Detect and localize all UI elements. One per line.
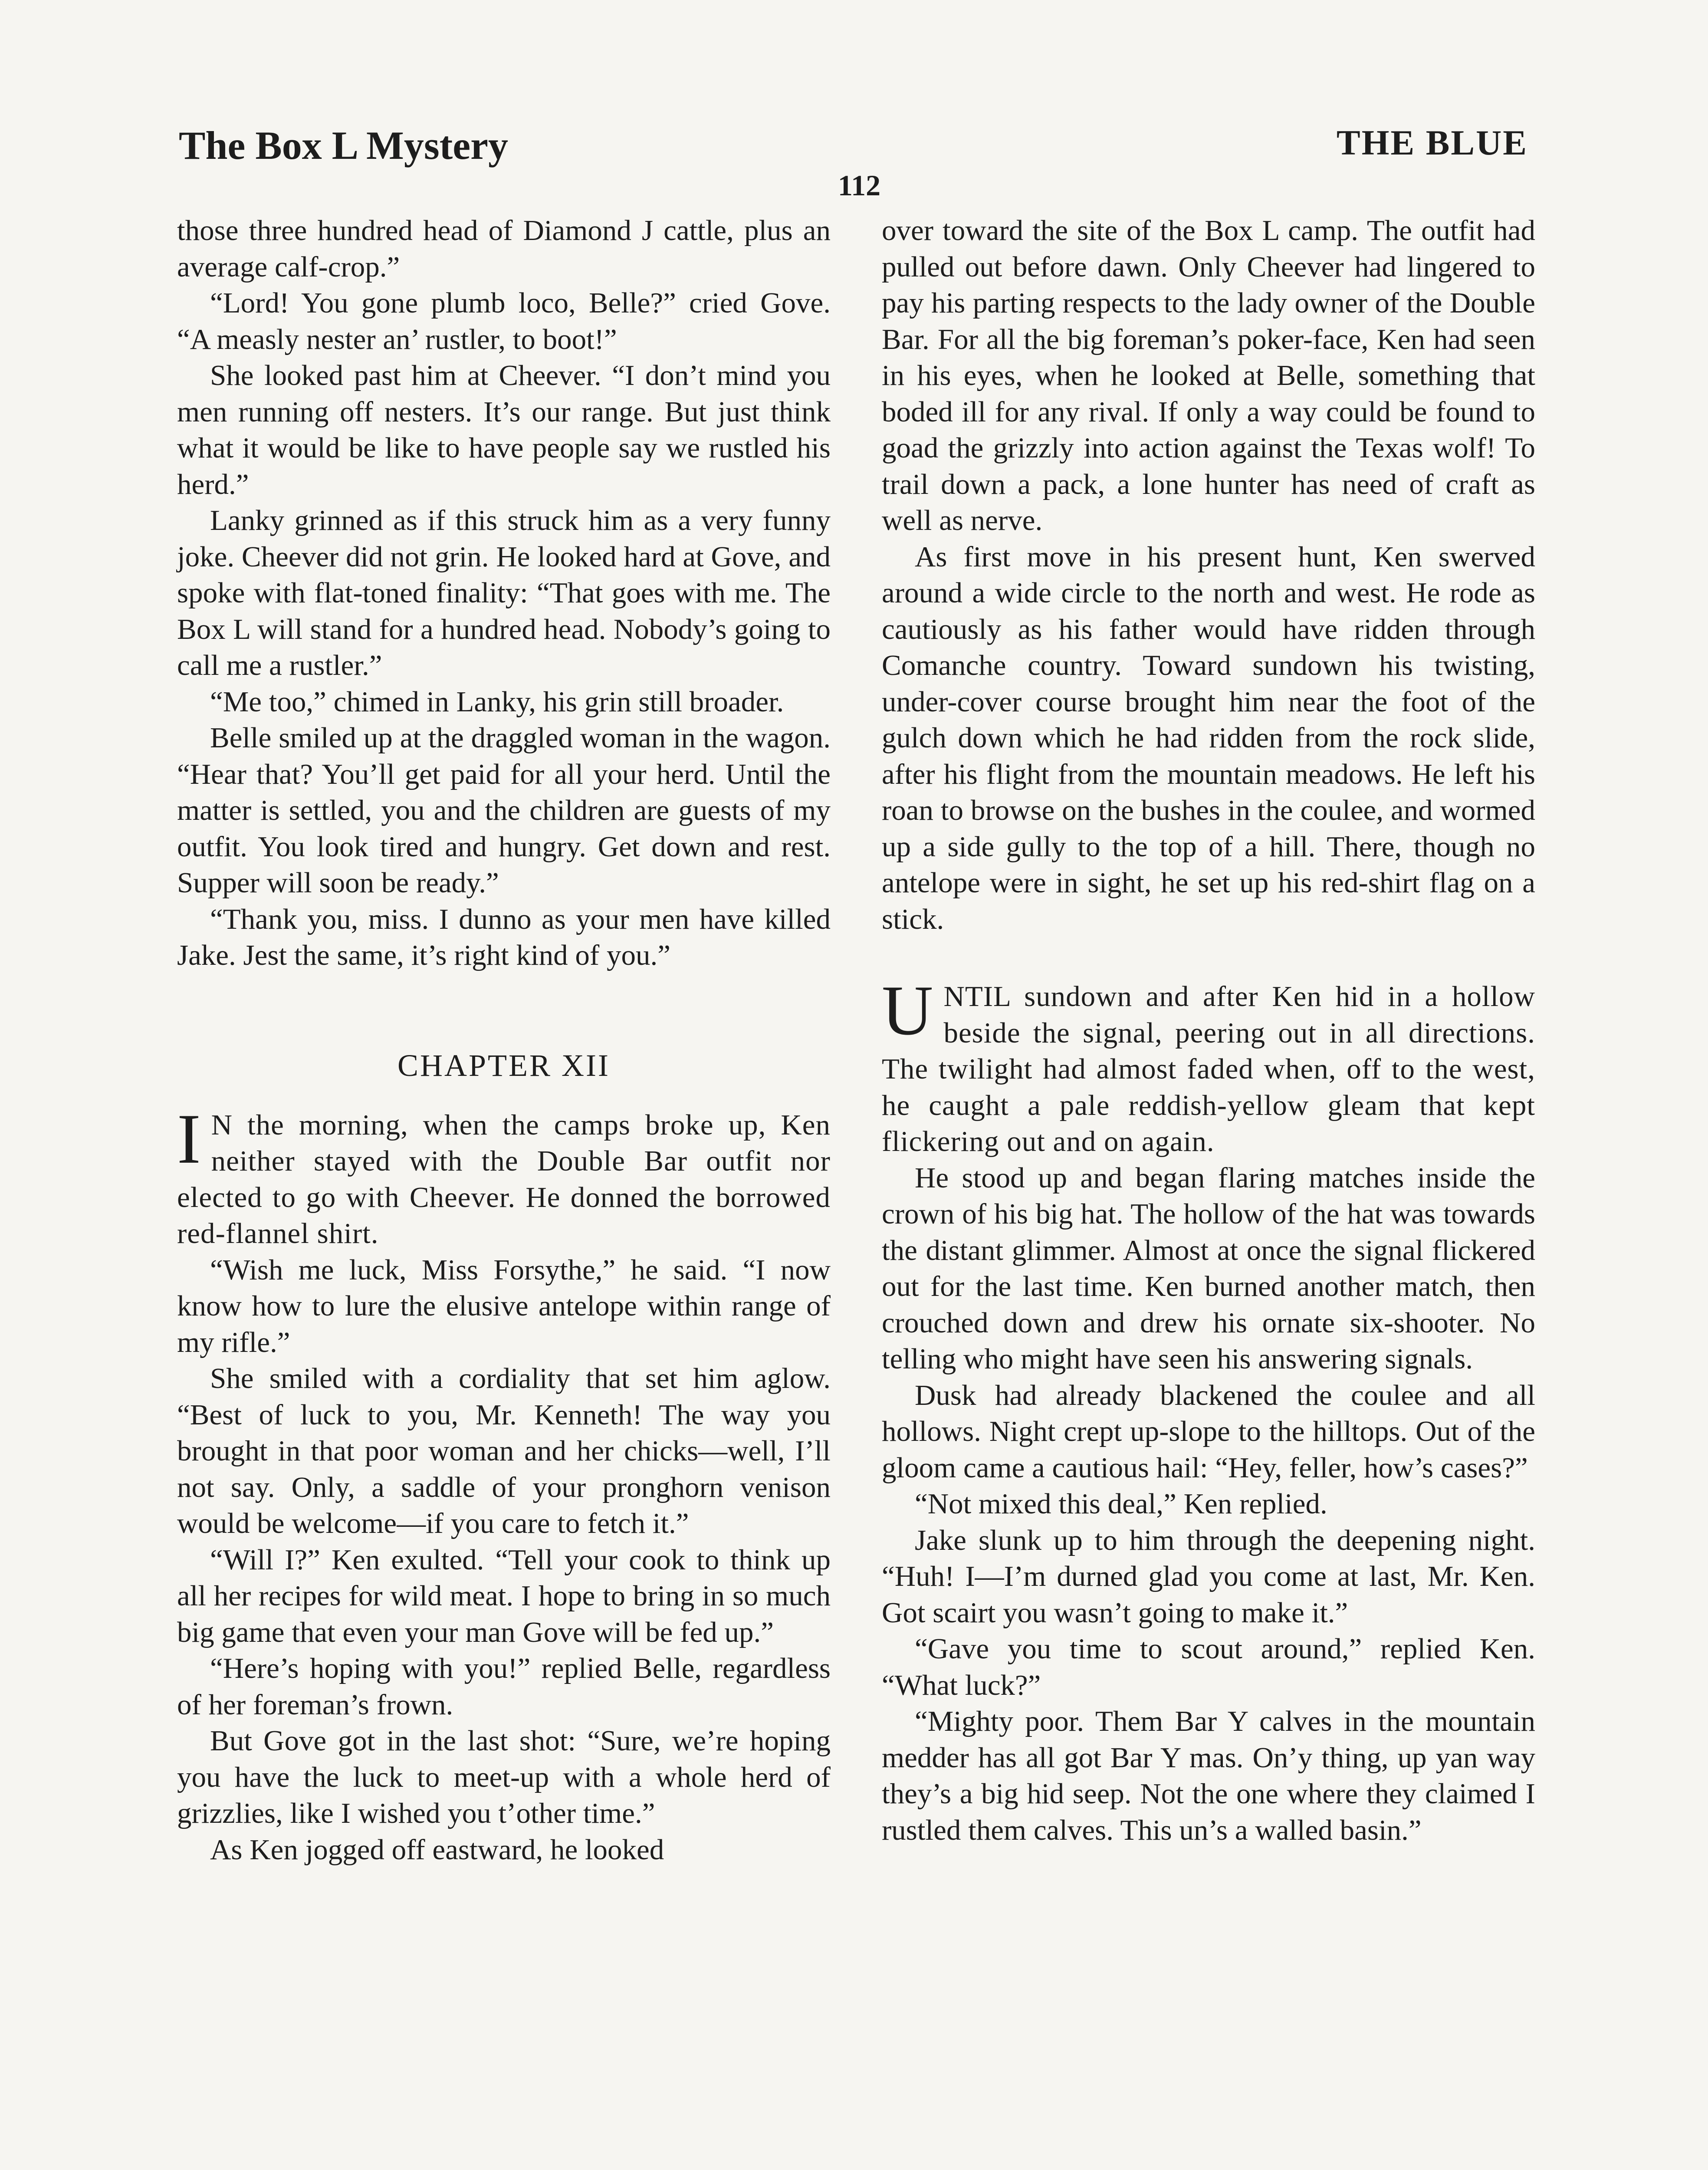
paragraph: Jake slunk up to him through the deepening night. “Huh! I—I’m durned glad you come at last, Mr. Ken. Got scairt you wasn’t going to make it.” xyxy=(882,1524,1535,1629)
paragraph: But Gove got in the last shot: “Sure, we’re hoping you have the luck to meet-up with a whole herd of grizzlies, like I wished you t’other time.” xyxy=(177,1725,831,1829)
paragraph: “Not mixed this deal,” Ken replied. xyxy=(915,1488,1327,1520)
opening-text: N the morning, when the camps broke up, Ken neither stayed with the Double Bar outfit nor elected to go with Cheever. He donned the borrowed red-flannel shirt. xyxy=(177,1108,831,1249)
paragraph: those three hundred head of Diamond J cattle, plus an average calf-crop.” xyxy=(177,214,831,283)
paragraph: “Will I?” Ken exulted. “Tell your cook to think up all her recipes for wild meat. I hope to bring in so much big game that even your man Gove will be fed up.” xyxy=(177,1543,831,1648)
paragraph: “Wish me luck, Miss Forsythe,” he said. “I now know how to lure the elusive antelope within range of my rifle.” xyxy=(177,1253,831,1358)
paragraph: As first move in his present hunt, Ken swerved around a wide circle to the north and west. He rode as cautiously as his father would have ridden through Comanche country. Toward sundown his twisting, under-cover course brought him near the foot of the gulch down which he had ridden from the rock slide, after his flight from the mountain meadows. He left his roan to browse on the bushes in the coulee, and wormed up a side gully to the top of a hill. There, though no antelope were in sight, he set up his red-shirt flag on a stick. xyxy=(882,540,1535,935)
paragraph: She smiled with a cordiality that set him aglow. “Best of luck to you, Mr. Kenneth! The way you brought in that poor woman and her chicks—well, I’ll not say. Only, a saddle of your pronghorn venison would be welcome—if you care to fetch it.” xyxy=(177,1362,831,1539)
paragraph: “Here’s hoping with you!” replied Belle, regardless of her foreman’s frown. xyxy=(177,1652,831,1721)
paragraph: “Lord! You gone plumb loco, Belle?” cried Gove. “A measly nester an’ rustler, to boot!” xyxy=(177,287,831,355)
paragraph: Belle smiled up at the draggled woman in the wagon. “Hear that? You’ll get paid for all your herd. Until the matter is settled, you and the children are guests of my outfit. You look tired and hungry. Get down and rest. Supper will soon be ready.” xyxy=(177,722,831,899)
paragraph: She looked past him at Cheever. “I don’t mind you men running off nesters. It’s our range. But just think what it would be like to have people say we rustled his herd.” xyxy=(177,359,831,500)
right-column xyxy=(882,213,1535,1848)
paragraph: over toward the site of the Box L camp. The outfit had pulled out before dawn. Only Cheever had lingered to pay his parting respects to the lady owner of the Double Bar. For all the big foreman’s poker-face, Ken had seen in his eyes, when he looked at Belle, something that boded ill for any rival. If only a way could be found to goad the grizzly into action against the Texas wolf! To trail down a pack, a lone hunter has need of craft as well as nerve. xyxy=(882,214,1535,536)
paragraph: Dusk had already blackened the coulee and all hollows. Night crept up-slope to the hilltops. Out of the gloom came a cautious hail: “Hey, feller, how’s cases?” xyxy=(882,1379,1535,1484)
running-head-magazine: THE BLUE xyxy=(1337,123,1528,162)
paragraph: “Mighty poor. Them Bar Y calves in the mountain medder has all got Bar Y mas. On’y thing, up yan way they’s a big hid seep. Not the one where they claimed I rustled them calves. This un’s a walled basin.” xyxy=(882,1705,1535,1846)
page-number: 112 xyxy=(838,169,881,202)
chapter-heading: CHAPTER XII xyxy=(397,1048,610,1083)
drop-cap: U xyxy=(882,971,933,1050)
paragraph: “Me too,” chimed in Lanky, his grin still broader. xyxy=(210,685,784,718)
paragraph: “Gave you time to scout around,” replied Ken. “What luck?” xyxy=(882,1633,1535,1701)
chapter-opening-paragraph xyxy=(177,1099,831,1252)
opening-text: NTIL sundown and after Ken hid in a hollow beside the signal, peering out in all directions. The twilight had almost faded when, off to the west, he caught a pale reddish-yellow gleam that kept flickering out and on again. xyxy=(882,980,1535,1157)
paragraph: Lanky grinned as if this struck him as a very funny joke. Cheever did not grin. He looked hard at Gove, and spoke with flat-toned finality: “That goes with me. The Box L will stand for a hundred head. Nobody’s going to call me a rustler.” xyxy=(177,504,831,681)
paragraph: He stood up and began flaring matches inside the crown of his big hat. The hollow of the hat was towards the distant glimmer. Almost at once the signal flickered out for the last time. Ken burned another match, then crouched down and drew his ornate six-shooter. No telling who might have seen his answering signals. xyxy=(882,1161,1535,1375)
paragraph: As Ken jogged off eastward, he looked xyxy=(210,1833,664,1866)
section-opening-paragraph xyxy=(882,971,1535,1160)
running-head-title: The Box L Mystery xyxy=(179,123,508,168)
left-column xyxy=(177,213,831,1868)
paragraph: “Thank you, miss. I dunno as your men have killed Jake. Jest the same, it’s right kind of you.” xyxy=(177,903,831,971)
section-break xyxy=(882,937,1535,979)
drop-cap: I xyxy=(177,1099,201,1178)
